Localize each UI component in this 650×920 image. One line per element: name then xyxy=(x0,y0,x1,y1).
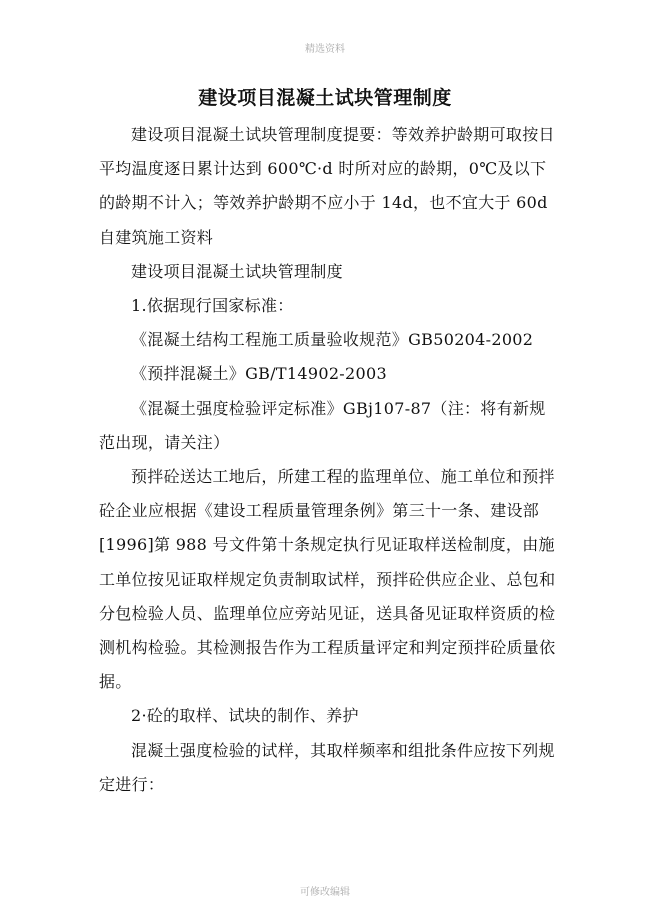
page-title: 建设项目混凝土试块管理制度 xyxy=(198,87,452,109)
paragraph-subtitle: 建设项目混凝土试块管理制度 xyxy=(131,261,343,281)
paragraph-standard-gb50204: 《混凝土结构工程施工质量验收规范》GB50204-2002 xyxy=(131,330,534,350)
paragraph-sampling-procedure: 预拌砼送达工地后，所建工程的监理单位、施工单位和预拌砼企业应根据《建设工程质量管理条例》第三十一条、建设部[1996]第 988 号文件第十条规定执行见证取样送检制度，由施工单位按见证取样规定负责制取试样，预拌砼供应企业、总包和分包检验人员、监理单位应旁站见证，送具备见证取样资质的检测机构检验。其检测报告作为工程质量评定和判定预拌砼质量依据。 xyxy=(99,467,556,692)
paragraph-section-1-heading: 1.依据现行国家标准： xyxy=(131,296,294,316)
paragraph-summary: 建设项目混凝土试块管理制度提要：等效养护龄期可取按日平均温度逐日累计达到 600℃·d 时所对应的龄期，0℃及以下的龄期不计入；等效养护龄期不应小于 14d，也不宜大于 60d xyxy=(99,125,555,213)
paragraph-source: 自建筑施工资料 xyxy=(99,227,214,247)
footer-watermark-note: 可修改编辑 xyxy=(300,887,350,898)
paragraph-standard-gbj107: 《混凝土强度检验评定标准》GBj107-87（注：将有新规范出现，请关注） xyxy=(99,398,546,452)
document-body xyxy=(99,118,561,802)
header-watermark-note: 精选资料 xyxy=(305,44,345,55)
paragraph-standard-gbt14902: 《预拌混凝土》GB/T14902-2003 xyxy=(131,364,387,384)
paragraph-sampling-rules: 混凝土强度检验的试样，其取样频率和组批条件应按下列规定进行： xyxy=(99,740,555,794)
paragraph-section-2-heading: 2·砼的取样、试块的制作、养护 xyxy=(131,706,359,726)
